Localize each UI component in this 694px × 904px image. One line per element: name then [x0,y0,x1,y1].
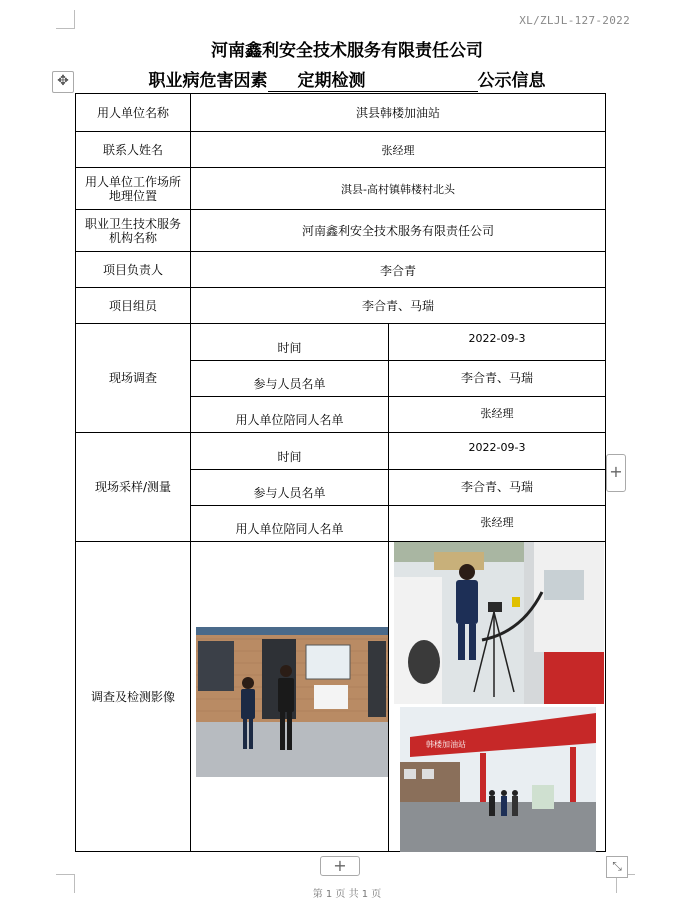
survey-escort-value[interactable]: 张经理 [389,397,606,433]
canopy-sign-text: 韩楼加油站 [426,740,466,749]
table-resize-icon[interactable]: ⤡ [606,856,628,878]
employer-label: 用人单位名称 [76,94,191,132]
sampling-participants-value[interactable]: 李合青、马瑞 [389,470,606,506]
images-label: 调查及检测影像 [76,542,191,852]
survey-time-label: 时间 [191,324,389,361]
sampling-escort-value[interactable]: 张经理 [389,506,606,542]
photo-measurement-at-pump[interactable] [394,542,604,704]
survey-escort-label: 用人单位陪同人名单 [191,397,389,433]
sampling-participants-label: 参与人员名单 [191,470,389,506]
lead-value[interactable]: 李合青 [191,252,606,288]
table-row [76,288,606,324]
survey-participants-label: 参与人员名单 [191,361,389,397]
notice-title-blank: 定期检测 [268,66,478,92]
members-value[interactable]: 李合青、马瑞 [191,288,606,324]
table-row [76,210,606,252]
members-label: 项目组员 [76,288,191,324]
page-corner-mark [56,10,75,29]
document-number: XL/ZLJL-127-2022 [519,14,630,27]
info-table [75,93,606,852]
contact-label: 联系人姓名 [76,132,191,168]
photo-cell-right [389,542,606,852]
photo-cell-left [191,542,389,852]
add-row-plus-icon[interactable]: + [606,454,626,492]
page-footer: 第 1 页 共 1 页 [312,889,382,900]
table-row [76,542,606,852]
lead-label: 项目负责人 [76,252,191,288]
add-table-row-plus-icon[interactable]: + [320,856,360,876]
table-row [76,168,606,210]
table-row [76,433,606,470]
table-row [76,132,606,168]
table-row [76,94,606,132]
sampling-label: 现场采样/测量 [76,433,191,542]
table-row [76,252,606,288]
address-label: 用人单位工作场所地理位置 [76,168,191,210]
agency-label: 职业卫生技术服务机构名称 [76,210,191,252]
photo-gas-station-canopy[interactable] [400,707,596,852]
notice-title [0,66,694,92]
sampling-time-label: 时间 [191,433,389,470]
sampling-escort-label: 用人单位陪同人名单 [191,506,389,542]
photo-staff-at-office[interactable] [196,627,388,777]
notice-title-prefix: 职业病危害因素 [148,71,268,91]
notice-title-suffix: 公示信息 [477,71,546,91]
table-move-handle-icon[interactable]: ✥ [52,71,74,93]
sampling-time-value[interactable]: 2022-09-3 [389,433,606,470]
survey-time-value[interactable]: 2022-09-3 [389,324,606,361]
company-title: 河南鑫利安全技术服务有限责任公司 [211,41,483,61]
survey-participants-value[interactable]: 李合青、马瑞 [389,361,606,397]
employer-value[interactable]: 淇县韩楼加油站 [191,94,606,132]
contact-value[interactable]: 张经理 [191,132,606,168]
agency-value[interactable]: 河南鑫利安全技术服务有限责任公司 [191,210,606,252]
survey-label: 现场调查 [76,324,191,433]
address-value[interactable]: 淇县-高村镇韩楼村北头 [191,168,606,210]
table-row [76,324,606,361]
